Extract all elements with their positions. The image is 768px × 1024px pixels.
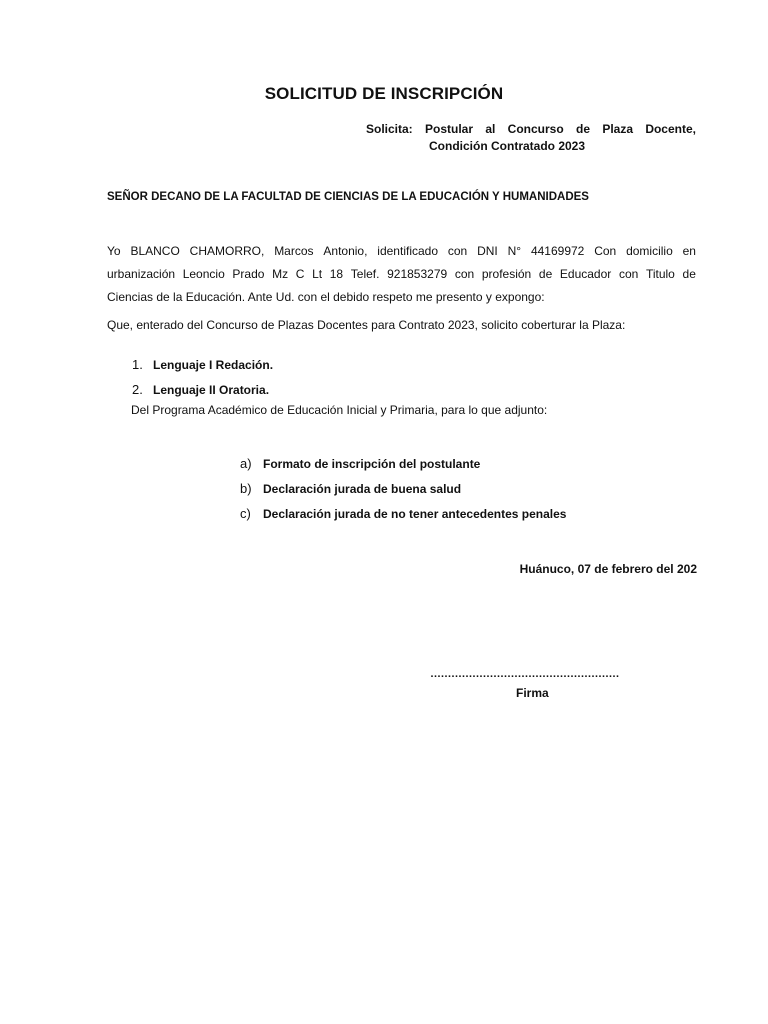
solicita-word: Concurso (507, 122, 564, 136)
adjunto-label: Declaración jurada de buena salud (263, 481, 462, 496)
list-number: 1. (132, 357, 143, 372)
body-word: con (454, 267, 475, 281)
body-word: en (682, 244, 696, 258)
body-word: Titulo (645, 267, 675, 281)
body-word: con (618, 267, 639, 281)
body-line-2 (107, 263, 696, 286)
body-line-1 (107, 240, 696, 263)
body-word: identificado (377, 244, 439, 258)
addressee: SEÑOR DECANO DE LA FACULTAD DE CIENCIAS DE LA EDUCACIÓN Y HUMANIDADES (107, 191, 589, 203)
signature-line: ……………………………………………… (430, 668, 619, 680)
date-line: Huánuco, 07 de febrero del 202 (519, 562, 697, 576)
body-word: Con (594, 244, 617, 258)
solicita-line-1 (366, 121, 696, 138)
body-word: BLANCO (130, 244, 180, 258)
body-word: Lt (312, 267, 323, 281)
body-word: Leoncio (182, 267, 225, 281)
plaza-label: Lenguaje II Oratoria. (153, 382, 270, 397)
body-word: 44169972 (530, 244, 585, 258)
list-letter: b) (240, 481, 252, 496)
solicita-block (366, 121, 696, 155)
body-word: DNI (477, 244, 498, 258)
body-word: Yo (107, 244, 121, 258)
list-item (240, 501, 566, 526)
body-word: N° (507, 244, 522, 258)
list-item (132, 377, 273, 402)
list-item (240, 451, 566, 476)
solicita-word: de (575, 122, 590, 136)
plaza-list (132, 352, 273, 402)
body-word: Marcos (274, 244, 314, 258)
solicita-word: Plaza (602, 122, 633, 136)
body-word: Prado (232, 267, 265, 281)
list-letter: c) (240, 506, 251, 521)
que-paragraph: Que, enterado del Concurso de Plazas Docentes para Contrato 2023, solicito coberturar la Plaza: (107, 318, 626, 332)
body-word: 18 (329, 267, 344, 281)
body-word: C (295, 267, 305, 281)
body-word: de (682, 267, 696, 281)
body-word: Educador (559, 267, 612, 281)
body-line-3 (107, 286, 696, 309)
programa-paragraph: Del Programa Académico de Educación Inicial y Primaria, para lo que adjunto: (131, 403, 548, 417)
solicita-word: Docente, (645, 122, 696, 136)
adjunto-label: Declaración jurada de no tener antecedentes penales (263, 506, 567, 521)
body-word: urbanización (107, 267, 176, 281)
body-paragraph (107, 240, 696, 309)
list-letter: a) (240, 456, 252, 471)
body-word: Mz (272, 267, 289, 281)
list-item (240, 476, 566, 501)
body-word: Antonio, (323, 244, 368, 258)
body-word: profesión (481, 267, 532, 281)
list-item (132, 352, 273, 377)
solicita-label: Solicita: (366, 122, 413, 136)
body-word: con (447, 244, 468, 258)
body-word: domicilio (626, 244, 673, 258)
body-word: 921853279 (387, 267, 448, 281)
body-text: Ciencias de la Educación. Ante Ud. con el debido respeto me presento y expongo: (107, 290, 545, 304)
document-title: SOLICITUD DE INSCRIPCIÓN (264, 84, 504, 103)
body-word: Telef. (350, 267, 380, 281)
list-number: 2. (132, 382, 143, 397)
signature-label: Firma (516, 686, 549, 700)
adjuntos-list (240, 451, 566, 526)
solicita-word: Postular (425, 122, 474, 136)
adjunto-label: Formato de inscripción del postulante (263, 456, 481, 471)
solicita-line-2: Condición Contratado 2023 (429, 139, 586, 153)
body-word: CHAMORRO, (189, 244, 265, 258)
solicita-word: al (485, 122, 496, 136)
plaza-label: Lenguaje I Redación. (153, 357, 274, 372)
body-word: de (538, 267, 553, 281)
